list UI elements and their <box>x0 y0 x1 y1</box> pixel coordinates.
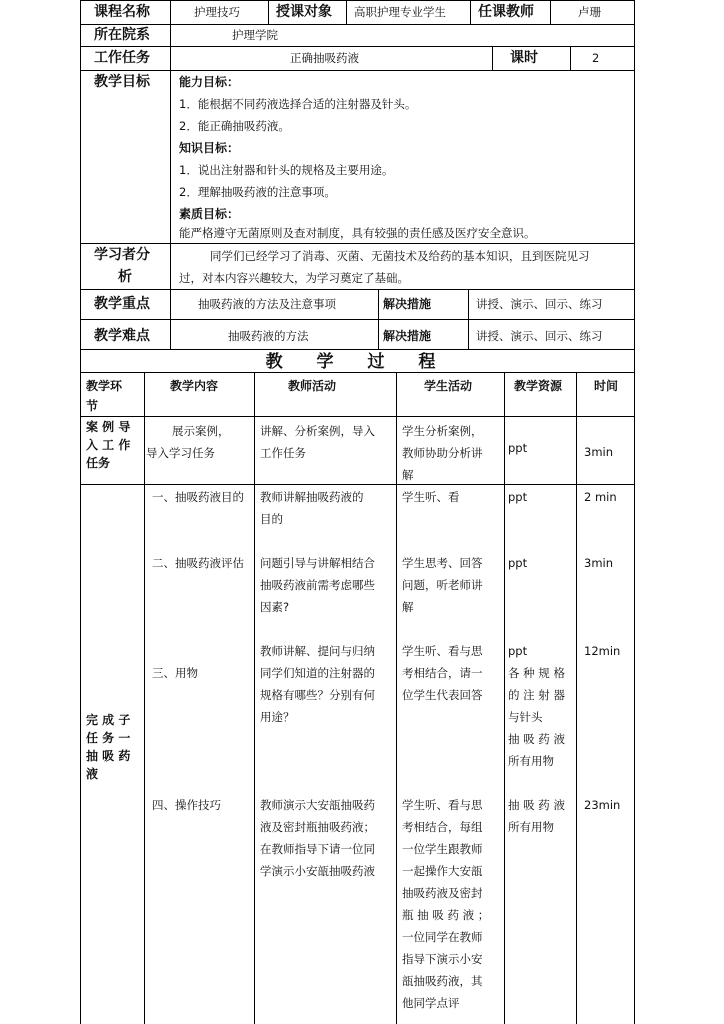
step-resource: 抽 吸 药 液 <box>508 798 565 812</box>
subtask-stage: 抽 吸 药 <box>86 749 131 763</box>
col-divider <box>378 289 379 349</box>
intro-student: 解 <box>402 468 414 482</box>
step-content: 三、用物 <box>152 666 198 680</box>
col-divider <box>396 372 397 1024</box>
step-student: 学生听、看与思 <box>402 798 483 812</box>
difficulty-measure-value: 讲授、演示、回示、练习 <box>476 329 603 343</box>
intro-content: 导入学习任务 <box>146 446 215 460</box>
audience-value: 高职护理专业学生 <box>354 5 446 19</box>
step-student: 学生思考、回答 <box>402 556 483 570</box>
step-time: 12min <box>584 644 621 658</box>
row-divider <box>80 70 635 71</box>
col-divider <box>504 372 505 1024</box>
col-header-stage-cont: 节 <box>86 399 99 413</box>
step-resource: 所有用物 <box>508 754 554 768</box>
step-teacher: 教师讲解抽吸药液的 <box>260 490 364 504</box>
teacher-value: 卢珊 <box>578 5 601 19</box>
step-teacher: 学演示小安瓿抽吸药液 <box>260 864 375 878</box>
col-divider <box>468 289 469 349</box>
step-student: 学生听、看 <box>402 490 460 504</box>
col-divider <box>346 0 347 24</box>
col-divider <box>550 0 551 24</box>
hours-value: 2 <box>592 51 600 65</box>
step-teacher: 液及密封瓶抽吸药液； <box>260 820 375 834</box>
row-divider <box>80 24 635 25</box>
quality-item: 能严格遵守无菌原则及查对制度，具有较强的责任感及医疗安全意识。 <box>179 226 536 240</box>
col-divider <box>268 0 269 24</box>
step-teacher: 在教师指导下请一位同 <box>260 842 375 856</box>
step-teacher: 抽吸药液前需考虑哪些 <box>260 578 375 592</box>
intro-teacher: 讲解、分析案例，导入 <box>260 424 375 438</box>
course-value: 护理技巧 <box>194 5 240 19</box>
step-resource: 各 种 规 格 <box>508 666 565 680</box>
col-divider <box>492 46 493 70</box>
subtask-stage: 液 <box>86 767 99 781</box>
step-student: 瓶 抽 吸 药 液 ； <box>402 908 490 922</box>
key-measure-label: 解决措施 <box>383 297 432 311</box>
step-student: 瓿抽吸药液，其 <box>402 974 483 988</box>
intro-stage: 案 例 导 <box>86 420 131 434</box>
hours-label: 课时 <box>510 50 538 66</box>
step-student: 考相结合，请一 <box>402 666 483 680</box>
step-student: 学生听、看与思 <box>402 644 483 658</box>
step-resource: ppt <box>508 490 528 504</box>
col-header-stage: 教学环 <box>86 379 123 393</box>
col-header-teacher: 教师活动 <box>288 379 337 393</box>
process-title: 教 学 过 程 <box>265 352 450 372</box>
analysis-text: 同学们已经学习了消毒、灭菌、无菌技术及给药的基本知识，且到医院见习 <box>210 249 590 263</box>
dept-value: 护理学院 <box>232 28 278 42</box>
course-label: 课程名称 <box>94 4 150 20</box>
step-resource: 所有用物 <box>508 820 554 834</box>
analysis-label: 学习者分 <box>94 247 150 263</box>
table-border-left <box>80 0 81 1024</box>
step-teacher: 问题引导与讲解相结合 <box>260 556 375 570</box>
step-content: 四、操作技巧 <box>152 798 221 812</box>
knowledge-title: 知识目标： <box>179 141 240 155</box>
step-teacher: 用途？ <box>260 710 295 724</box>
step-content: 一、抽吸药液目的 <box>152 490 244 504</box>
analysis-text: 过，对本内容兴趣较大，为学习奠定了基础。 <box>179 271 409 285</box>
step-student: 位学生代表回答 <box>402 688 483 702</box>
difficulty-label: 教学难点 <box>94 328 150 344</box>
step-resource: 与针头 <box>508 710 543 724</box>
subtask-stage: 完 成 子 <box>86 713 131 727</box>
intro-teacher: 工作任务 <box>260 446 306 460</box>
step-student: 他同学点评 <box>402 996 460 1010</box>
col-divider <box>170 24 171 349</box>
step-student: 一起操作大安瓿 <box>402 864 483 878</box>
row-divider <box>80 319 635 320</box>
step-resource: ppt <box>508 644 528 658</box>
col-header-time: 时间 <box>594 379 619 393</box>
intro-stage: 入 工 作 <box>86 438 131 452</box>
col-header-student: 学生活动 <box>424 379 473 393</box>
col-divider <box>570 46 571 70</box>
step-student: 抽吸药液及密封 <box>402 886 483 900</box>
row-divider <box>80 349 635 350</box>
task-value: 正确抽吸药液 <box>290 51 359 65</box>
col-header-resource: 教学资源 <box>514 379 563 393</box>
subtask-stage: 任 务 一 <box>86 731 131 745</box>
col-divider <box>470 0 471 24</box>
step-student: 指导下演示小安 <box>402 952 483 966</box>
difficulty-value: 抽吸药液的方法 <box>228 329 309 343</box>
row-divider <box>80 484 635 485</box>
knowledge-item: 2．理解抽吸药液的注意事项。 <box>179 185 336 199</box>
intro-stage: 任务 <box>86 456 111 470</box>
step-resource: 抽 吸 药 液 <box>508 732 565 746</box>
step-student: 考相结合，每组 <box>402 820 483 834</box>
row-divider <box>80 289 635 290</box>
intro-student: 教师协助分析讲 <box>402 446 483 460</box>
col-divider <box>576 372 577 1024</box>
audience-label: 授课对象 <box>276 4 332 20</box>
dept-label: 所在院系 <box>94 27 150 43</box>
step-student: 问题，听老师讲 <box>402 578 483 592</box>
step-teacher: 教师演示大安瓿抽吸药 <box>260 798 375 812</box>
step-student: 一位学生跟教师 <box>402 842 483 856</box>
key-point-value: 抽吸药液的方法及注意事项 <box>198 297 336 311</box>
step-teacher: 教师讲解、提问与归纳 <box>260 644 375 658</box>
step-time: 2 min <box>584 490 617 504</box>
step-time: 23min <box>584 798 621 812</box>
step-content: 二、抽吸药液评估 <box>152 556 244 570</box>
step-teacher: 因素? <box>260 600 290 614</box>
intro-resource: ppt <box>508 441 528 455</box>
key-point-label: 教学重点 <box>94 296 150 312</box>
step-teacher: 同学们知道的注射器的 <box>260 666 375 680</box>
step-teacher: 目的 <box>260 512 283 526</box>
row-divider <box>80 416 635 417</box>
step-resource: ppt <box>508 556 528 570</box>
step-student: 一位同学在教师 <box>402 930 483 944</box>
step-student: 解 <box>402 600 414 614</box>
step-time: 3min <box>584 556 614 570</box>
intro-student: 学生分析案例， <box>402 424 483 438</box>
ability-title: 能力目标： <box>179 75 240 89</box>
col-divider <box>144 372 145 1024</box>
col-header-content: 教学内容 <box>170 379 219 393</box>
intro-time: 3min <box>584 445 614 459</box>
col-divider <box>170 0 171 24</box>
ability-item: 2．能正确抽吸药液。 <box>179 119 290 133</box>
intro-content: 展示案例， <box>172 424 230 438</box>
task-label: 工作任务 <box>94 50 150 66</box>
lesson-plan-table <box>80 0 635 1024</box>
table-border-right <box>634 0 635 1024</box>
col-divider <box>254 372 255 1024</box>
teacher-label: 任课教师 <box>478 4 534 20</box>
analysis-label-cont: 析 <box>118 269 132 285</box>
key-measure-value: 讲授、演示、回示、练习 <box>476 297 603 311</box>
step-teacher: 规格有哪些？分别有何 <box>260 688 375 702</box>
ability-item: 1．能根据不同药液选择合适的注射器及针头。 <box>179 97 417 111</box>
quality-title: 素质目标： <box>179 207 240 221</box>
goals-label: 教学目标 <box>94 74 150 90</box>
step-resource: 的 注 射 器 <box>508 688 565 702</box>
knowledge-item: 1．说出注射器和针头的规格及主要用途。 <box>179 163 394 177</box>
difficulty-measure-label: 解决措施 <box>383 329 432 343</box>
